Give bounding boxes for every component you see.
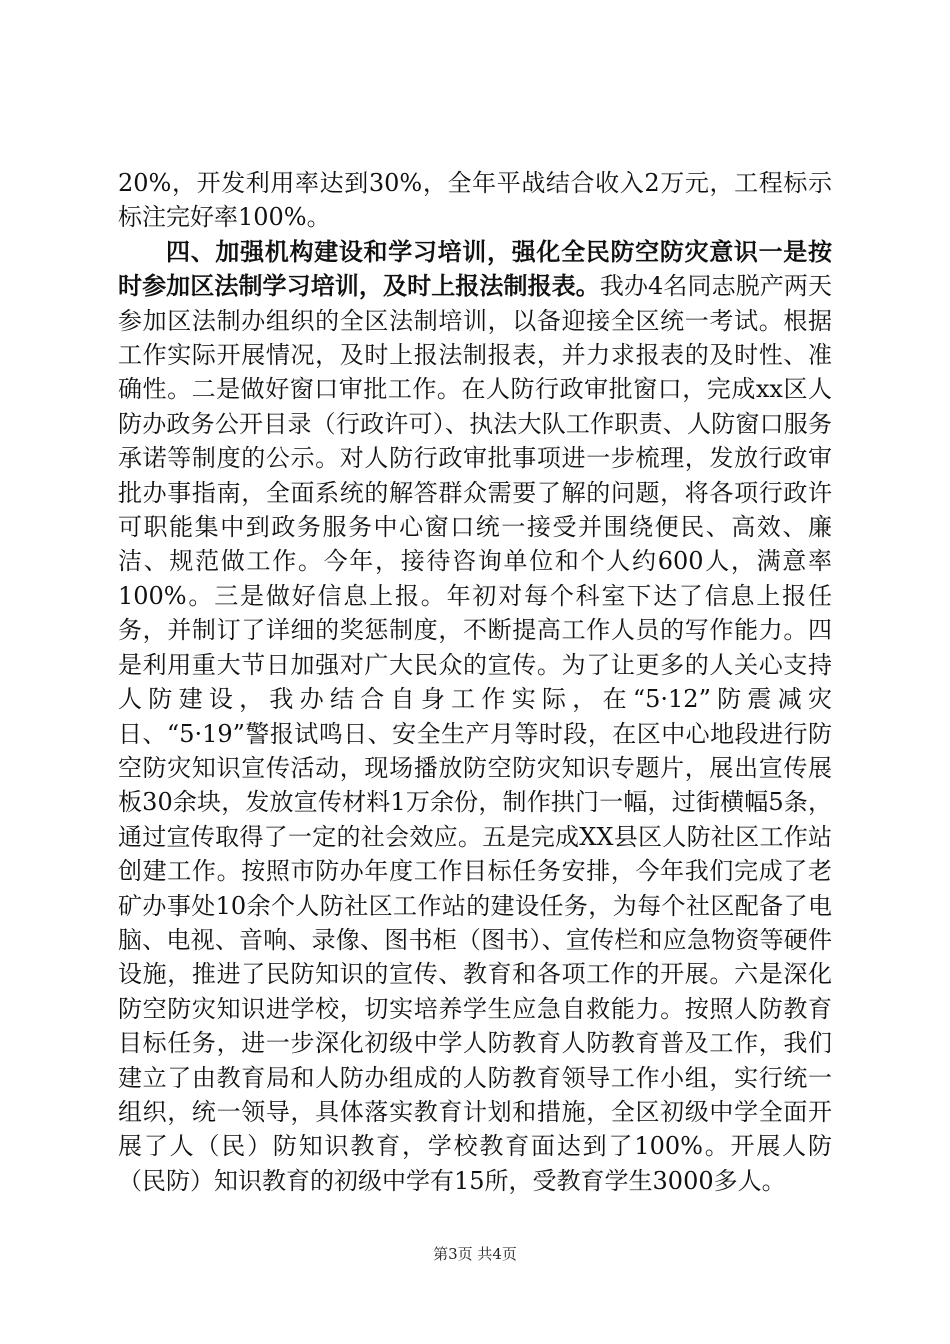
section-body: 我办4名同志脱产两天参加区法制办组织的全区法制培训，以备迎接全区统一考试。根据工作实际开展情况，及时上报法制报表，并力求报表的及时性、准确性。二是做好窗口审批工作。在人防行政审批窗口，完成xx区人防办政务公开目录（行政许可）、执法大队工作职责、人防窗口服务承诺等制度的公示。对人防行政审批事项进一步梳理，发放行政审批办事指南，全面系统的解答群众需要了解的问题，将各项行政许可职能集中到政务服务中心窗口统一接受并围绕便民、高效、廉洁、规范做工作。今年，接待咨询单位和个人约600人，满意率100%。三是做好信息上报。年初对每个科室下达了信息上报任务，并制订了详细的奖惩制度，不断提高工作人员的写作能力。四是利用重大节日加强对广大民众的宣传。为了让更多的人关心支持人防建设，我办结合自身工作实际，在“5·12”防震减灾日、“5·19”警报试鸣日、安全生产月等时段，在区中心地段进行防空防灾知识宣传活动，现场播放防空防灾知识专题片，展出宣传展板30余块，发放宣传材料1万余份，制作拱门一幅，过街横幅5条，通过宣传取得了一定的社会效应。五是完成XX县区人防社区工作站创建工作。按照市防办年度工作目标任务安排，今年我们完成了老矿办事处10余个人防社区工作站的建设任务，为每个社区配备了电脑、电视、音响、录像、图书柜（图书）、宣传栏和应急物资等硬件设施，推进了民防知识的宣传、教育和各项工作的开展。六是深化防空防灾知识进学校，切实培养学生应急自救能力。按照人防教育目标任务，进一步深化初级中学人防教育人防教育普及工作，我们建立了由教育局和人防办组成的人防教育领导工作小组，实行统一组织，统一领导，具体落实教育计划和措施，全区初级中学全面开展了人（民）防知识教育，学校教育面达到了100%。开展人防（民防）知识教育的初级中学有15所，受教育学生3000多人。 — [118, 272, 832, 1195]
page-footer: 第3页 共4页 — [433, 1245, 517, 1263]
section-heading: 四、加强机构建设和学习培训，强化全民防空防灾意识一是按时参加区法制学习培训，及时上报法制报表。 — [118, 236, 832, 301]
document-body — [118, 166, 832, 1198]
paragraph-section-four — [118, 235, 832, 1198]
paragraph-continuation: 20%，开发利用率达到30%，全年平战结合收入2万元，工程标示标注完好率100%。 — [118, 169, 832, 232]
